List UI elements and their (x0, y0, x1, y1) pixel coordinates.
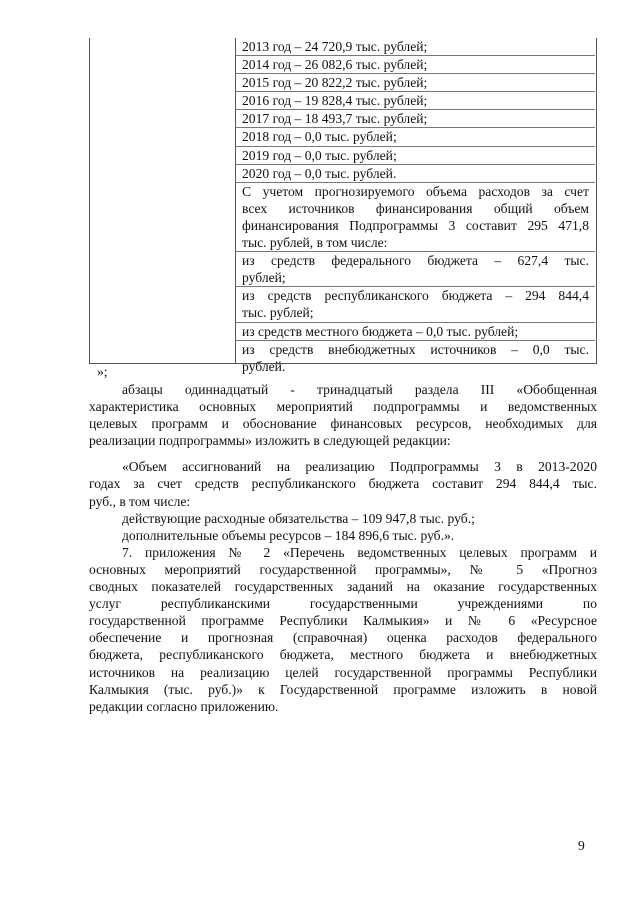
year-line: 2020 год – 0,0 тыс. рублей. (242, 165, 397, 181)
paragraph-line: целевых программ и обоснование финансовых ресурсов, необходимых для (89, 416, 597, 432)
body-text (89, 381, 597, 715)
year-line: 2017 год – 18 493,7 тыс. рублей; (242, 111, 428, 127)
paragraph-line: руб., в том числе: (89, 493, 191, 509)
paragraph-sections (89, 381, 597, 449)
republic-budget-line: из средств республиканского бюджета – 294 844,4 (242, 288, 589, 304)
paragraph-line: сводных показателей государственных заданий на оказание государственных (89, 579, 597, 595)
forecast-line: всех источников финансирования общий объем (242, 200, 589, 216)
paragraph-line: годах за счет средств республиканского бюджета составит 294 844,4 тыс. (89, 476, 597, 492)
year-line: 2013 год – 24 720,9 тыс. рублей; (242, 39, 428, 54)
local-budget-line: из средств местного бюджета – 0,0 тыс. рублей; (242, 323, 519, 339)
federal-budget-line: рублей; (242, 270, 286, 286)
forecast-line: финансирования Подпрограммы 3 составит 295 471,8 (242, 217, 589, 233)
paragraph-line: источников на реализацию целей государственной программы Республики (89, 664, 597, 680)
table-column-divider (235, 38, 236, 363)
funding-table (89, 38, 597, 374)
paragraph-line: основных мероприятий государственной программы», № 5 «Прогноз (89, 561, 597, 577)
year-line: 2019 год – 0,0 тыс. рублей; (242, 147, 397, 163)
paragraph-current-obligations: действующие расходные обязательства – 109 947,8 тыс. руб.; (122, 510, 475, 526)
paragraph-additional-resources: дополнительные объемы ресурсов – 184 896,6 тыс. руб.». (122, 527, 455, 543)
funding-cell (242, 38, 589, 375)
paragraph-line: государственной программе Республики Калмыкия» и № 6 «Ресурсное (89, 613, 597, 629)
forecast-line: тыс. рублей, в том числе: (242, 235, 388, 251)
year-line: 2014 год – 26 082,6 тыс. рублей; (242, 57, 428, 73)
extrabudget-line: из средств внебюджетных источников – 0,0 тыс. (242, 341, 589, 357)
federal-budget-line: из средств федерального бюджета – 627,4 тыс. (242, 253, 589, 269)
paragraph-line: обеспечение и прогнозная (справочная) оценка расходов федерального (89, 630, 597, 646)
paragraph-line: абзацы одиннадцатый - тринадцатый раздела III «Обобщенная (122, 382, 597, 397)
forecast-line: С учетом прогнозируемого объема расходов за счет (242, 183, 589, 199)
paragraph-appendices (89, 544, 597, 715)
year-line: 2018 год – 0,0 тыс. рублей; (242, 129, 397, 145)
paragraph-line: «Объем ассигнований на реализацию Подпрограммы 3 в 2013-2020 (122, 459, 597, 475)
year-line: 2016 год – 19 828,4 тыс. рублей; (242, 93, 428, 109)
republic-budget-line: тыс. рублей; (242, 305, 314, 321)
year-line: 2015 год – 20 822,2 тыс. рублей; (242, 75, 428, 91)
extrabudget-line: рублей. (242, 358, 286, 374)
paragraph-line: бюджета, республиканского бюджета, местного бюджета и внебюджетных (89, 647, 597, 663)
paragraph-line: реализации подпрограммы» изложить в следующей редакции: (89, 433, 451, 449)
paragraph-line: редакции согласно приложению. (89, 698, 279, 714)
paragraph-line: характеристика основных мероприятий подпрограммы и ведомственных (89, 399, 597, 415)
page-number: 9 (578, 838, 585, 853)
paragraph-line: услуг республиканскими государственными учреждениями по (89, 596, 597, 612)
paragraph-line: 7. приложения № 2 «Перечень ведомственных целевых программ и (122, 544, 597, 560)
closing-quote: »; (97, 364, 108, 379)
paragraph-line: Калмыкия (тыс. руб.)» к Государственной программе изложить в новой (89, 681, 597, 697)
paragraph-volume (89, 458, 597, 509)
